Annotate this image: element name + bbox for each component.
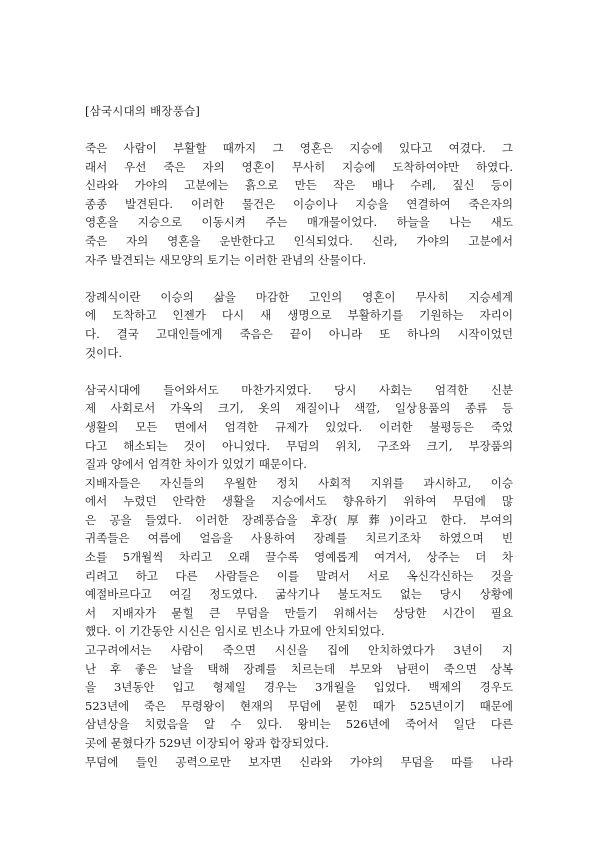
text-line: 생활의 모든 면에서 엄격한 규제가 있었다. 이러한 불평등은 죽었 bbox=[85, 419, 513, 434]
paragraph-gap bbox=[85, 269, 513, 288]
document-body bbox=[85, 139, 513, 771]
text-line: 삼국시대에 들어와서도 마찬가지였다. 당시 사회는 엄격한 신분 bbox=[85, 382, 513, 397]
text-line: 곳에 묻혔다가 529년 이장되어 왕과 합장되었다. bbox=[85, 736, 329, 750]
text-line: 소를 5개월씩 차리고 오래 끌수록 영예롭게 여겨서, 상주는 더 차 bbox=[85, 550, 513, 565]
text-line: 종종 발견된다. 이러한 물건은 이승이나 지승을 연결하여 죽은자의 bbox=[85, 196, 513, 211]
text-line: 서 지배자가 묻힐 큰 무덤을 만들기 위해서는 상당한 시간이 필요 bbox=[85, 605, 513, 620]
text-line: 삼년상을 치렀음을 알 수 있다. 왕비는 526년에 죽어서 일단 다른 bbox=[85, 717, 513, 732]
text-line: 영혼을 지승으로 이동시켜 주는 매개물이었다. 하늘을 나는 새도 bbox=[85, 215, 513, 230]
text-line: 고구려에서는 사람이 죽으면 시신을 집에 안치하였다가 3년이 지 bbox=[85, 643, 513, 658]
text-line: 래서 우선 죽은 자의 영혼이 무사히 지승에 도착하여야만 하였다. bbox=[85, 159, 513, 174]
text-line: 다고 해소되는 것이 아니었다. 무덤의 위치, 구조와 크기, 부장품의 bbox=[85, 438, 513, 453]
text-line: 을 3년동안 입고 형제일 경우는 3개월을 입었다. 백제의 경우도 bbox=[85, 680, 513, 695]
text-line: 예절바르다고 여길 정도였다. 굶삭기나 불도저도 없는 당시 상황에 bbox=[85, 587, 513, 602]
text-line: 리려고 하고 다른 사람들은 이를 말려서 서로 옥신각신하는 것을 bbox=[85, 568, 513, 583]
text-line: 질과 양에서 엄격한 차이가 있었기 때문이다. bbox=[85, 457, 307, 472]
text-line: 은 공을 들였다. 이러한 장례풍습을 후장(厚葬)이라고 한다. 부여의 bbox=[85, 512, 513, 527]
text-line: 523년에 죽은 무령왕이 현재의 무덤에 묻힌 때가 525년이기 때문에 bbox=[85, 698, 513, 713]
text-line: 죽은 자의 영혼을 운반한다고 인식되었다. 신라, 가야의 고분에서 bbox=[85, 233, 513, 248]
text-line: 에 도착하고 인젠가 다시 새 생명으로 부활하기를 기원하는 자리이 bbox=[85, 308, 513, 323]
text-line: 무덤에 들인 공력으로만 보자면 신라와 가야의 무덤을 따를 나라 bbox=[85, 754, 513, 769]
paragraph-1 bbox=[85, 139, 513, 269]
text-line: 제 사회로서 가옥의 크기, 옷의 재질이나 색깔, 일상용품의 종류 등 bbox=[85, 401, 513, 416]
paragraph-2 bbox=[85, 288, 513, 362]
text-line: 난 후 좋은 날을 택해 장례를 치르는데 부모와 남편이 죽으면 상복 bbox=[85, 661, 513, 676]
text-line: 귀족들은 여름에 얼음을 사용하여 장례를 치르기조차 하였으며 빈 bbox=[85, 531, 513, 546]
text-line: 자주 발견되는 새모양의 토기는 이러한 관념의 산물이다. bbox=[85, 252, 367, 267]
paragraph-3 bbox=[85, 381, 513, 771]
paragraph-gap bbox=[85, 362, 513, 381]
text-line: 신라와 가야의 고분에는 흙으로 만든 작은 배나 수레, 짚신 등이 bbox=[85, 178, 513, 193]
text-line: 죽은 사람이 부활할 때까지 그 영혼은 지승에 있다고 여겼다. 그 bbox=[85, 141, 513, 155]
text-line: 했다. 이 기간동안 시신은 임시로 빈소나 가묘에 안치되었다. bbox=[85, 624, 385, 639]
section-heading: [삼국시대의 배장풍습] bbox=[85, 104, 201, 118]
text-line: 지배자들은 자신들의 우월한 정치 사회적 지위를 과시하고, 이승 bbox=[85, 475, 513, 490]
text-line: 것이다. bbox=[85, 345, 122, 360]
text-line: 에서 누렸던 안락한 생활을 지승에서도 향유하기 위하여 무덤에 많 bbox=[85, 494, 513, 509]
text-line: 장례식이란 이승의 삶을 마감한 고인의 영혼이 무사히 지승세계 bbox=[85, 289, 513, 304]
text-line: 다. 결국 고대인들에게 죽음은 끝이 아니라 또 하나의 시작이었던 bbox=[85, 326, 513, 341]
